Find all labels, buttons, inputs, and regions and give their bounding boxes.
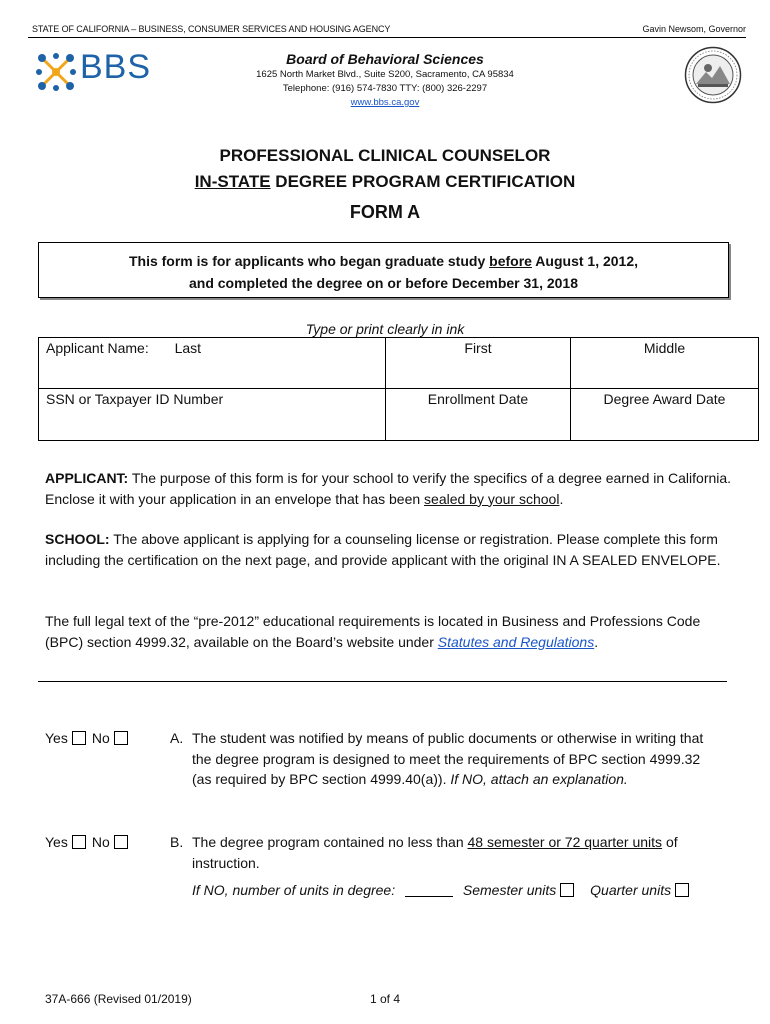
page-number: 1 of 4: [369, 992, 401, 1006]
enrollment-date-field[interactable]: [386, 389, 571, 441]
degree-award-date-field[interactable]: [571, 389, 759, 441]
board-address: 1625 North Market Blvd., Suite S200, Sacramento, CA 95834: [256, 69, 514, 80]
applicant-info-grid: [38, 337, 759, 441]
applicant-middle-name-field[interactable]: [571, 338, 759, 389]
school-instructions: SCHOOL: The above applicant is applying for a counseling license or registration. Please complete this form including the certification on the next page, and provide applicant with the original IN A SEALED ENVELOPE.: [45, 531, 721, 568]
ssn-label: SSN or Taxpayer ID Number: [46, 391, 224, 407]
header-divider: [28, 37, 746, 38]
board-name: Board of Behavioral Sciences: [286, 51, 484, 67]
question-a-yes-no: [45, 730, 134, 746]
state-seal-icon: [684, 46, 742, 104]
enrollment-date-label: Enrollment Date: [427, 391, 529, 407]
eligibility-notice-box: [38, 242, 729, 298]
ink-instruction: Type or print clearly in ink: [305, 321, 465, 337]
degree-award-date-label: Degree Award Date: [603, 391, 726, 407]
form-title-line2: IN-STATE DEGREE PROGRAM CERTIFICATION: [194, 172, 576, 191]
question-a-yes-label: Yes: [45, 730, 68, 746]
units-row: [192, 882, 695, 898]
units-input[interactable]: [405, 896, 453, 897]
notice-line2: and completed the degree on or before December 31, 2018: [188, 275, 579, 291]
semester-units-label: Semester units: [462, 882, 557, 898]
question-b-no-checkbox[interactable]: [114, 835, 128, 849]
applicant-name-label: Applicant Name:: [46, 340, 149, 356]
question-b-yes-checkbox[interactable]: [72, 835, 86, 849]
question-a-text: The student was notified by means of public documents or otherwise in writing that the degree program is designed to meet the requirements of BPC section 4999.32 (as required by BPC section 4999.40(a)). If NO, attach an explanation.: [192, 730, 704, 787]
bbs-logo-text: BBS: [80, 48, 152, 86]
agency-name: STATE OF CALIFORNIA – BUSINESS, CONSUMER SERVICES AND HOUSING AGENCY: [32, 24, 391, 34]
applicant-first-name-field[interactable]: [386, 338, 571, 389]
applicant-instructions: APPLICANT: The purpose of this form is for your school to verify the specifics of a degree earned in California. Enclose it with your application in an envelope that has been sealed by your school.: [45, 470, 732, 507]
question-b-text: The degree program contained no less than 48 semester or 72 quarter units of instruction.: [192, 834, 678, 871]
section-divider: [38, 681, 727, 682]
governor-name: Gavin Newsom, Governor: [642, 24, 746, 34]
last-name-label: Last: [174, 340, 202, 356]
ssn-field[interactable]: [39, 389, 386, 441]
legal-text-paragraph: The full legal text of the “pre-2012” educational requirements is located in Business and Professions Code (BPC) section 4999.32, available on the Board’s website under Statutes and Regulations.: [45, 613, 701, 650]
form-title-line3: FORM A: [349, 202, 421, 222]
question-a-no-checkbox[interactable]: [114, 731, 128, 745]
semester-units-checkbox[interactable]: [560, 883, 574, 897]
units-prompt: If NO, number of units in degree:: [192, 882, 396, 898]
question-a-no-label: No: [91, 730, 110, 746]
form-number: 37A-666 (Revised 01/2019): [45, 992, 192, 1006]
applicant-last-name-field[interactable]: [39, 338, 386, 389]
question-a-yes-checkbox[interactable]: [72, 731, 86, 745]
statutes-regulations-link[interactable]: Statutes and Regulations: [437, 633, 595, 650]
question-a-letter: A.: [170, 730, 184, 746]
first-name-label: First: [464, 340, 492, 356]
middle-name-label: Middle: [643, 340, 686, 356]
quarter-units-checkbox[interactable]: [675, 883, 689, 897]
question-b-letter: B.: [170, 834, 184, 850]
quarter-units-label: Quarter units: [590, 882, 672, 898]
form-title-line1: PROFESSIONAL CLINICAL COUNSELOR: [219, 146, 551, 165]
notice-line1: This form is for applicants who began graduate study before August 1, 2012,: [128, 253, 639, 269]
question-b-yes-label: Yes: [45, 834, 68, 850]
board-phone: Telephone: (916) 574-7830 TTY: (800) 326-2297: [282, 83, 488, 94]
question-b-yes-no: [45, 834, 134, 850]
board-website-link[interactable]: www.bbs.ca.gov: [350, 97, 420, 108]
question-b-no-label: No: [91, 834, 110, 850]
